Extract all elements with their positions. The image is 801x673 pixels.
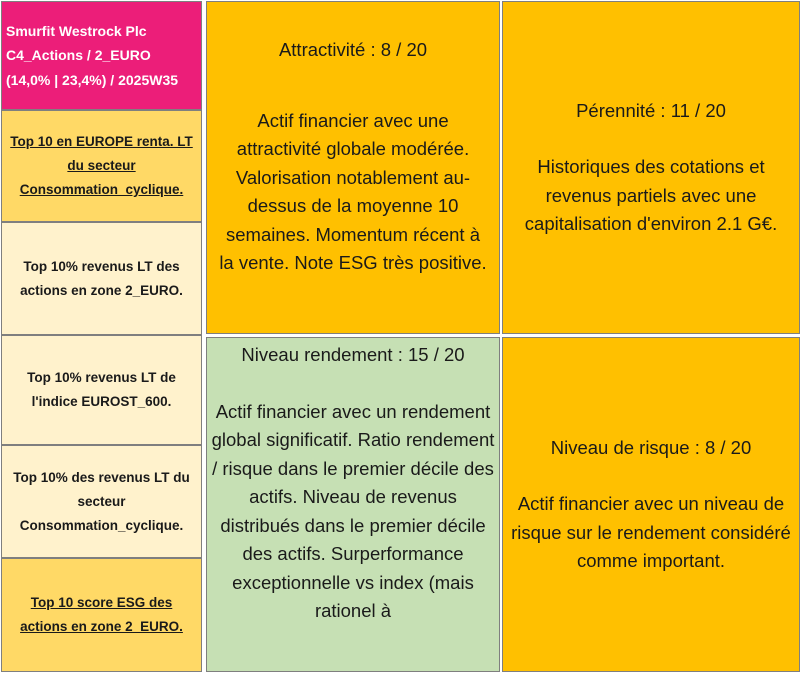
asset-period: (14,0% | 23,4%) / 2025W35 xyxy=(6,71,179,88)
asset-category: C4_Actions / 2_EURO xyxy=(6,47,151,64)
score-attractivite xyxy=(206,1,500,334)
score-description: Actif financier avec un niveau de risque sur le rendement considéré comme important. xyxy=(511,493,791,571)
badge-text[interactable]: Top 10 en EUROPE renta. LT du secteur Consommation_cyclique. xyxy=(10,134,193,197)
score-title: Niveau de risque : 8 / 20 xyxy=(550,436,752,458)
asset-header xyxy=(1,1,202,110)
badge-text: Top 10% revenus LT des actions en zone 2_EURO. xyxy=(20,258,183,298)
score-title: Niveau rendement : 15 / 20 xyxy=(241,344,465,365)
score-risque xyxy=(502,337,800,672)
score-description: Historiques des cotations et revenus partiels avec une capitalisation d'environ 2.1 G€. xyxy=(524,156,778,234)
badge-text[interactable]: Top 10 score ESG des actions en zone 2_EURO. xyxy=(20,595,183,634)
score-perennite xyxy=(502,1,800,334)
score-title: Pérennité : 11 / 20 xyxy=(576,99,726,121)
score-description: Actif financier avec un rendement global significatif. Ratio rendement / risque dans le premier décile des actifs. Niveau de revenus distribués dans le premier décile des actifs. Surperformance exceptionnelle vs index (mais rationel à xyxy=(211,400,495,621)
badge-top10pct-index xyxy=(1,335,202,445)
badge-text: Top 10% des revenus LT du secteur Consommation_cyclique. xyxy=(13,469,190,533)
badge-top10pct-sector xyxy=(1,445,202,558)
badge-top10pct-zone xyxy=(1,222,202,335)
score-rendement xyxy=(206,337,500,672)
badge-top10-esg[interactable] xyxy=(1,558,202,672)
score-title: Attractivité : 8 / 20 xyxy=(278,39,428,60)
badge-text: Top 10% revenus LT de l'indice EUROST_600. xyxy=(27,370,176,409)
company-name: Smurfit Westrock Plc xyxy=(6,22,147,39)
score-description: Actif financier avec une attractivité globale modérée. Valorisation notablement au-dessus de la moyenne 10 semaines. Momentum récent à la vente. Note ESG très positive. xyxy=(219,109,487,273)
badge-top10-europe-sector[interactable] xyxy=(1,110,202,222)
